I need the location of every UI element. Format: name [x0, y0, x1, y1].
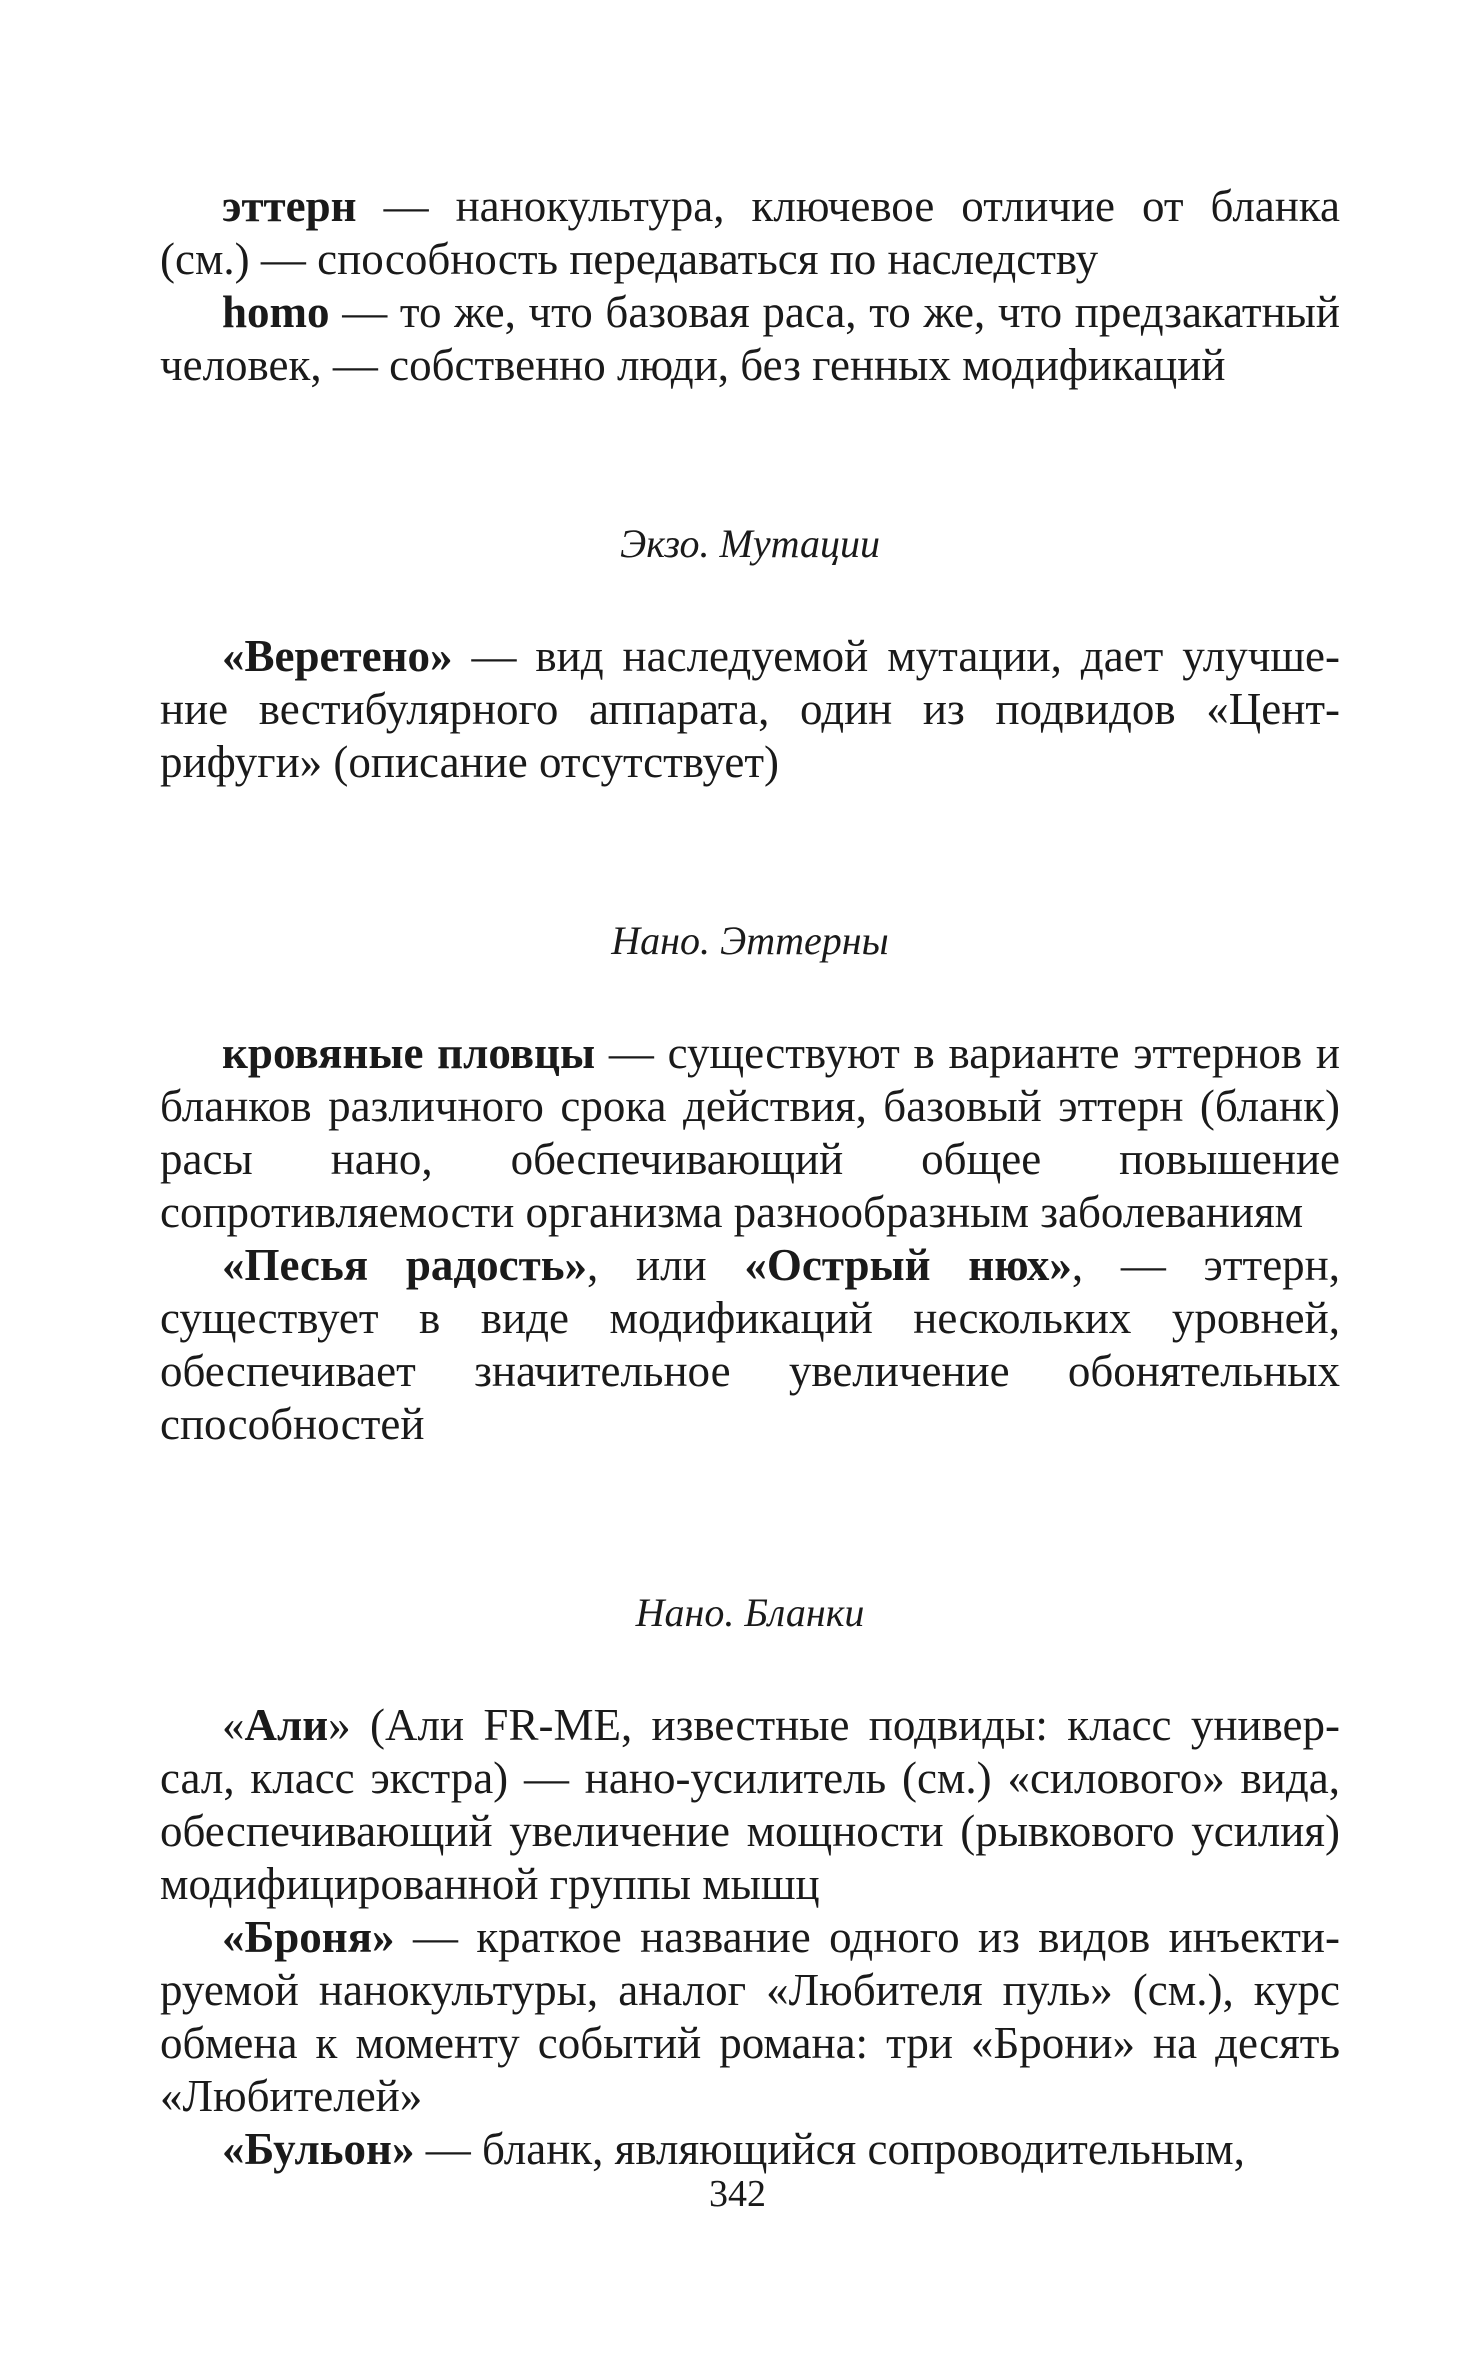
entry-term: «Веретено» [222, 631, 453, 681]
entry-open-quote: « [222, 1700, 245, 1750]
page-number: 342 [709, 2173, 766, 2215]
entry-term: «Бульон» [222, 2124, 415, 2174]
glossary-entry-ali [160, 1699, 1340, 1911]
entry-term: «Песья радость» [222, 1240, 588, 1290]
entry-definition: — вид наследуемой мутации, дает улучшение вестибулярного аппарата, один из подвидов «Центрифуги» (описание отсутствует) [160, 631, 1340, 787]
entry-definition: — существуют в варианте эттернов и бланков различного срока действия, базовый эттерн (бланк) расы нано, обеспечивающий общее повышение сопротивляемости организма разнообразным заболеваниям [160, 1028, 1341, 1237]
glossary-entry-bronya [160, 1911, 1340, 2123]
entry-definition: — то же, что базовая раса, то же, что предзакатный человек, — собственно люди, без генных модификаций [160, 287, 1340, 390]
glossary-entry-bulyon [160, 2123, 1340, 2176]
section-heading-exo-mutations: Экзо. Мутации [620, 521, 880, 566]
entry-term: «Броня» [222, 1912, 395, 1962]
entry-connector: , или [587, 1240, 745, 1290]
entry-definition: » (Али FR-ME, известные подвиды: класс универсал, класс экстра) — нано-усилитель (см.) «силового» вида, обеспечивающий увеличение мощности (рывкового усилия) модифицированной группы мышц [160, 1700, 1340, 1909]
glossary-entry-vereteno [160, 630, 1340, 789]
entry-term: кровяные пловцы [222, 1028, 596, 1078]
entry-term: homo [222, 287, 330, 337]
entry-term: Али [244, 1700, 329, 1750]
entry-definition: — нанокультура, ключевое отличие от бланка (см.) — способность передаваться по наследству [160, 181, 1340, 284]
entry-term-alt: «Острый нюх» [744, 1240, 1072, 1290]
entry-term: эттерн [222, 181, 357, 231]
page-body [160, 180, 1340, 2176]
glossary-entry-ettern [160, 180, 1340, 286]
glossary-entry-homo [160, 286, 1340, 392]
glossary-entry-blood-swimmers [160, 1027, 1340, 1239]
entry-definition: — краткое название одного из видов инъектируемой нанокультуры, аналог «Любителя пуль» (см.), курс обмена к моменту событий романа: три «Брони» на десять «Любителей» [160, 1912, 1340, 2121]
entry-definition: — бланк, являющийся сопроводительным, [414, 2124, 1245, 2174]
glossary-entry-dog-joy [160, 1239, 1340, 1451]
section-heading-nano-etterns: Нано. Эттерны [611, 918, 889, 963]
entry-definition: , — эттерн, существует в виде модификаций нескольких уровней, обеспечивает значительное увеличение обонятельных способностей [160, 1240, 1341, 1449]
section-heading-nano-blanks: Нано. Бланки [635, 1590, 865, 1635]
